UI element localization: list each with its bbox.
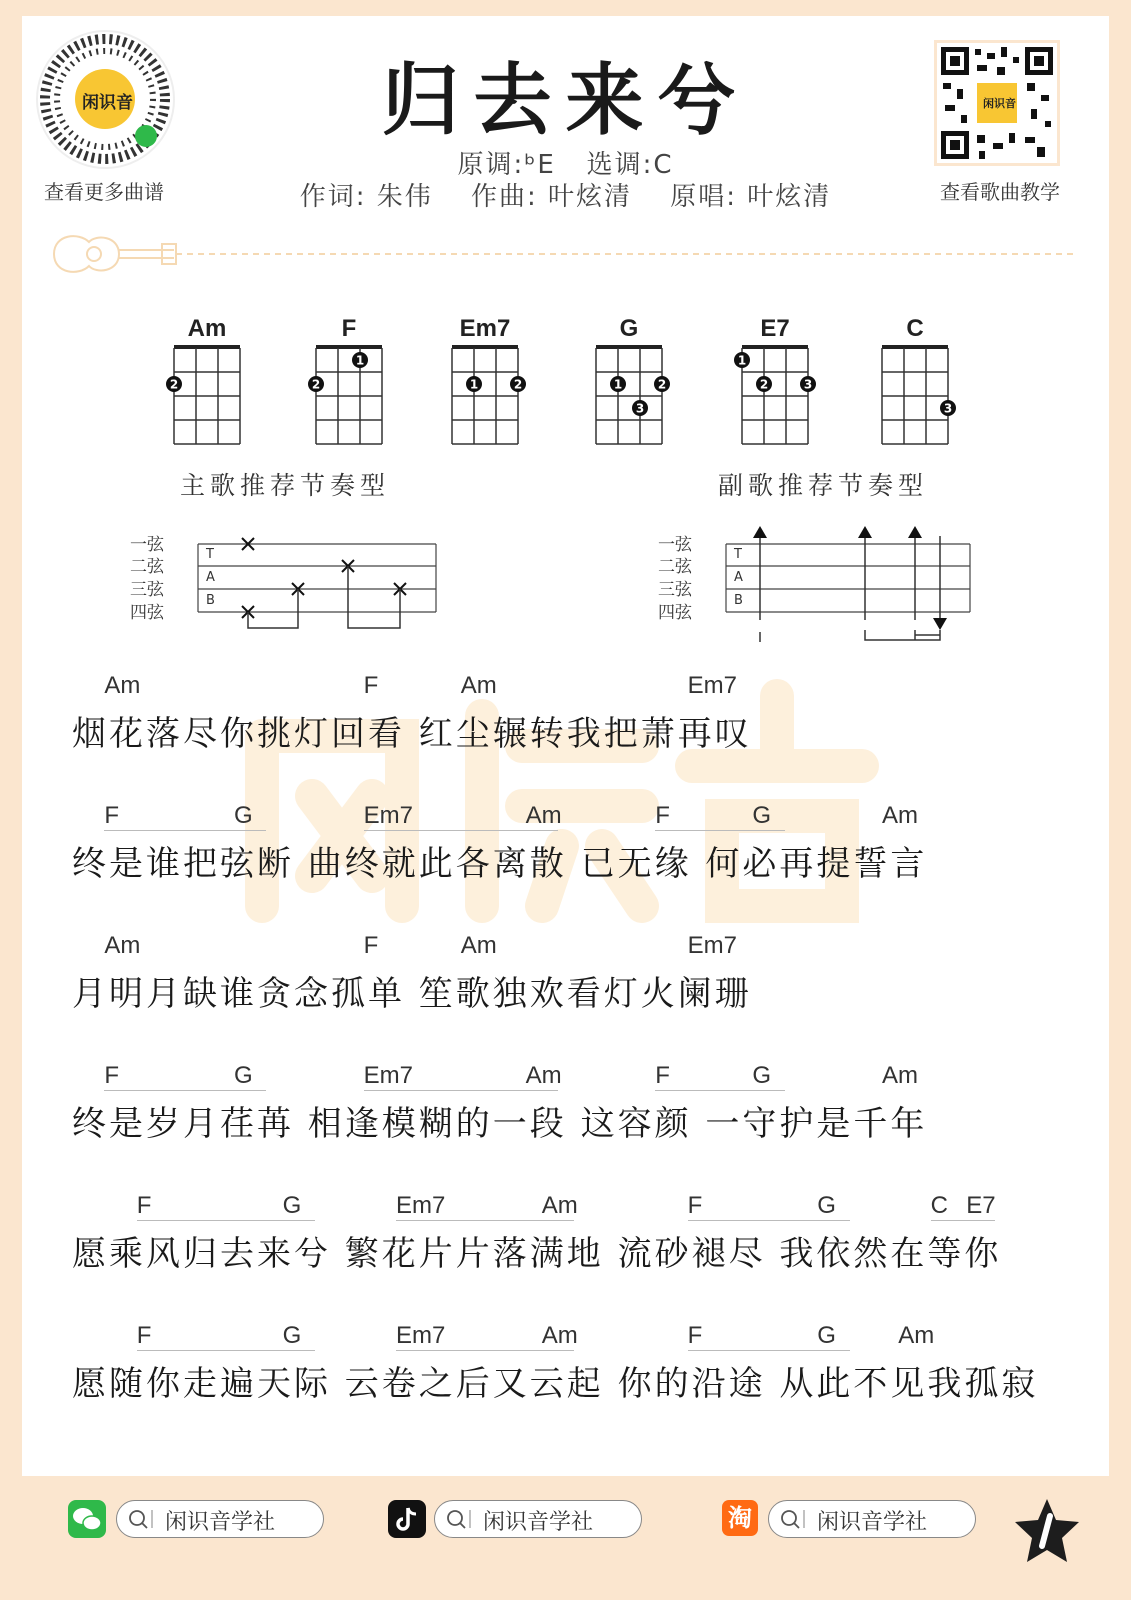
original-key-label: 原调: [457,150,525,180]
chord-span-line [104,830,266,831]
finger-number: 2 [513,377,523,392]
chord-label: Em7 [363,1062,413,1089]
string-label: 三弦 [658,580,692,600]
qr-right-caption: 查看歌曲教学 [940,180,1060,204]
tab-letter: A [734,570,743,585]
lyric-line: 愿乘风归去来兮 繁花片片落满地 流砂褪尽 我依然在等你 [72,1234,1002,1274]
chord-label: F [136,1192,152,1219]
finger-number: 2 [169,377,179,392]
chord-span-line [364,830,558,831]
ukulele-divider-icon [44,224,1074,284]
chord-span-line [931,1220,996,1221]
beam [248,589,298,628]
chord-span-line [396,1350,574,1351]
chord-diagrams [22,306,1109,466]
chord-label: Am [525,1062,562,1089]
finger-number: 1 [737,353,747,368]
string-label: 四弦 [130,603,164,623]
finger-number: 2 [759,377,769,392]
chord-label: Am [104,932,141,959]
brand-star-logo-icon [1012,1496,1082,1566]
finger-number: 1 [613,377,623,392]
search-icon [779,1508,805,1530]
chord-label: Em7 [687,672,737,699]
chord-label: G [817,1322,836,1349]
strum-up-arrow [753,526,767,538]
chord-diagram-e7 [734,315,816,444]
chord-label: C [930,1192,948,1219]
douyin-icon [388,1500,426,1538]
chord-label: G [752,802,772,829]
chord-span-line [364,1090,558,1091]
chord-label: Am [882,1062,918,1089]
chord-span-line [104,1090,266,1091]
chord-span-line [396,1220,574,1221]
verse-rhythm-tab [130,535,436,628]
chord-span-line [137,1220,315,1221]
chord-span-line [688,1220,850,1221]
qr-badge: 闲识音 [983,97,1016,110]
rhythm-patterns [22,516,1109,656]
chord-label: G [234,1062,253,1089]
string-label: 二弦 [658,557,692,577]
chord-nut [316,345,382,349]
chord-nut [174,345,240,349]
chord-label: F [363,672,379,699]
chord-label: G [282,1322,302,1349]
footer [0,1500,1131,1600]
original-key: ᵇE [524,150,556,180]
song-sheet [22,16,1109,1476]
finger-number: 1 [469,377,479,392]
chord-name: Em7 [459,315,511,342]
finger-number: 2 [657,377,667,392]
chord-span-line [655,830,785,831]
taobao-account: 闲识音学社 [817,1510,928,1535]
chord-label: Am [460,672,497,699]
chord-label: G [234,802,253,829]
chord-nut [742,345,808,349]
tab-letter: A [206,570,215,585]
chord-label: F [687,1192,703,1219]
douyin-link[interactable] [388,1500,594,1540]
douyin-search[interactable] [434,1500,642,1538]
taobao-icon: 淘 [722,1500,758,1536]
chord-label: Am [898,1322,935,1349]
chord-label: Am [525,802,562,829]
wechat-search[interactable] [116,1500,324,1538]
beam [865,630,940,640]
lyric-line: 终是谁把弦断 曲终就此各离散 已无缘 何必再提誓言 [72,844,928,884]
chord-diagram-em7 [452,315,526,444]
chorus-rhythm-title: 副歌推荐节奏型 [718,471,929,500]
chord-span-line [137,1350,315,1351]
strum-down-arrow [933,618,947,630]
tab-letter: T [734,547,742,562]
chord-diagram-f [308,315,382,444]
chord-name: G [619,315,639,342]
lyric-line: 愿随你走遍天际 云卷之后又云起 你的沿途 从此不见我孤寂 [72,1364,1039,1404]
beam [348,566,400,628]
chord-label: F [687,1322,703,1349]
lyric-line: 终是岁月荏苒 相逢模糊的一段 这容颜 一守护是千年 [72,1104,928,1144]
taobao-search[interactable] [768,1500,976,1538]
chord-label: E7 [966,1192,996,1219]
strum-up-arrow [858,526,872,538]
tab-letter: B [734,593,743,608]
chord-span-line [655,1090,785,1091]
finger-number: 2 [311,377,321,392]
strum-up-arrow [908,526,922,538]
search-icon [445,1508,471,1530]
wechat-link[interactable] [68,1500,276,1540]
string-label: 三弦 [130,580,164,600]
string-label: 一弦 [658,535,692,555]
chord-diagram-c [882,315,956,444]
douyin-account: 闲识音学社 [483,1510,594,1535]
chord-label: G [817,1192,836,1219]
lyricist: 作词: 朱伟 [299,182,433,212]
tab-letter: T [206,547,214,562]
singer: 原唱: 叶炫清 [670,182,832,212]
selected-key-label: 选调: [586,150,654,180]
string-label: 一弦 [130,535,164,555]
chorus-rhythm-tab [658,526,970,642]
qr-left-caption: 查看更多曲谱 [44,180,164,204]
composer: 作曲: 叶炫清 [470,182,633,212]
qr-badge: 闲识音 [82,93,133,113]
finger-number: 3 [635,401,645,416]
chord-label: Am [460,932,497,959]
chord-label: Am [882,802,918,829]
chord-label: F [655,802,670,829]
finger-number: 1 [355,353,365,368]
chord-label: F [363,932,379,959]
chord-label: F [104,802,120,829]
chord-label: G [752,1062,772,1089]
string-label: 四弦 [658,603,692,623]
chord-name: E7 [760,315,790,342]
song-title: 归去来兮 [381,56,750,146]
lyric-line: 烟花落尽你挑灯回看 红尘辗转我把萧再叹 [72,714,752,754]
credits [22,176,1109,213]
chord-label: Am [541,1322,578,1349]
chord-diagram-am [166,315,240,444]
chord-label: Em7 [396,1192,446,1219]
chord-label: Am [104,672,141,699]
watermark-logo-icon [222,656,922,936]
chord-label: Am [541,1192,578,1219]
chord-label: G [282,1192,302,1219]
string-label: 二弦 [130,557,164,577]
chord-label: Em7 [687,932,737,959]
lyric-line: 月明月缺谁贪念孤单 笙歌独欢看灯火阑珊 [72,974,752,1014]
chord-name: F [341,315,357,342]
finger-number: 3 [943,401,953,416]
finger-number: 3 [803,377,813,392]
chord-nut [882,345,948,349]
chord-label: F [104,1062,120,1089]
chord-label: F [655,1062,670,1089]
verse-rhythm-title: 主歌推荐节奏型 [180,471,391,500]
chord-name: C [906,315,924,342]
wechat-account: 闲识音学社 [165,1510,276,1535]
chord-label: Em7 [396,1322,446,1349]
chord-span-line [688,1350,850,1351]
wechat-icon [68,1500,106,1538]
chord-diagram-g [596,315,670,444]
chord-label: F [136,1322,152,1349]
tab-letter: B [206,593,215,608]
chord-label: Em7 [363,802,413,829]
search-icon [127,1508,153,1530]
selected-key: C [653,150,674,180]
chord-nut [452,345,518,349]
chord-nut [596,345,662,349]
chord-name: Am [187,315,227,342]
